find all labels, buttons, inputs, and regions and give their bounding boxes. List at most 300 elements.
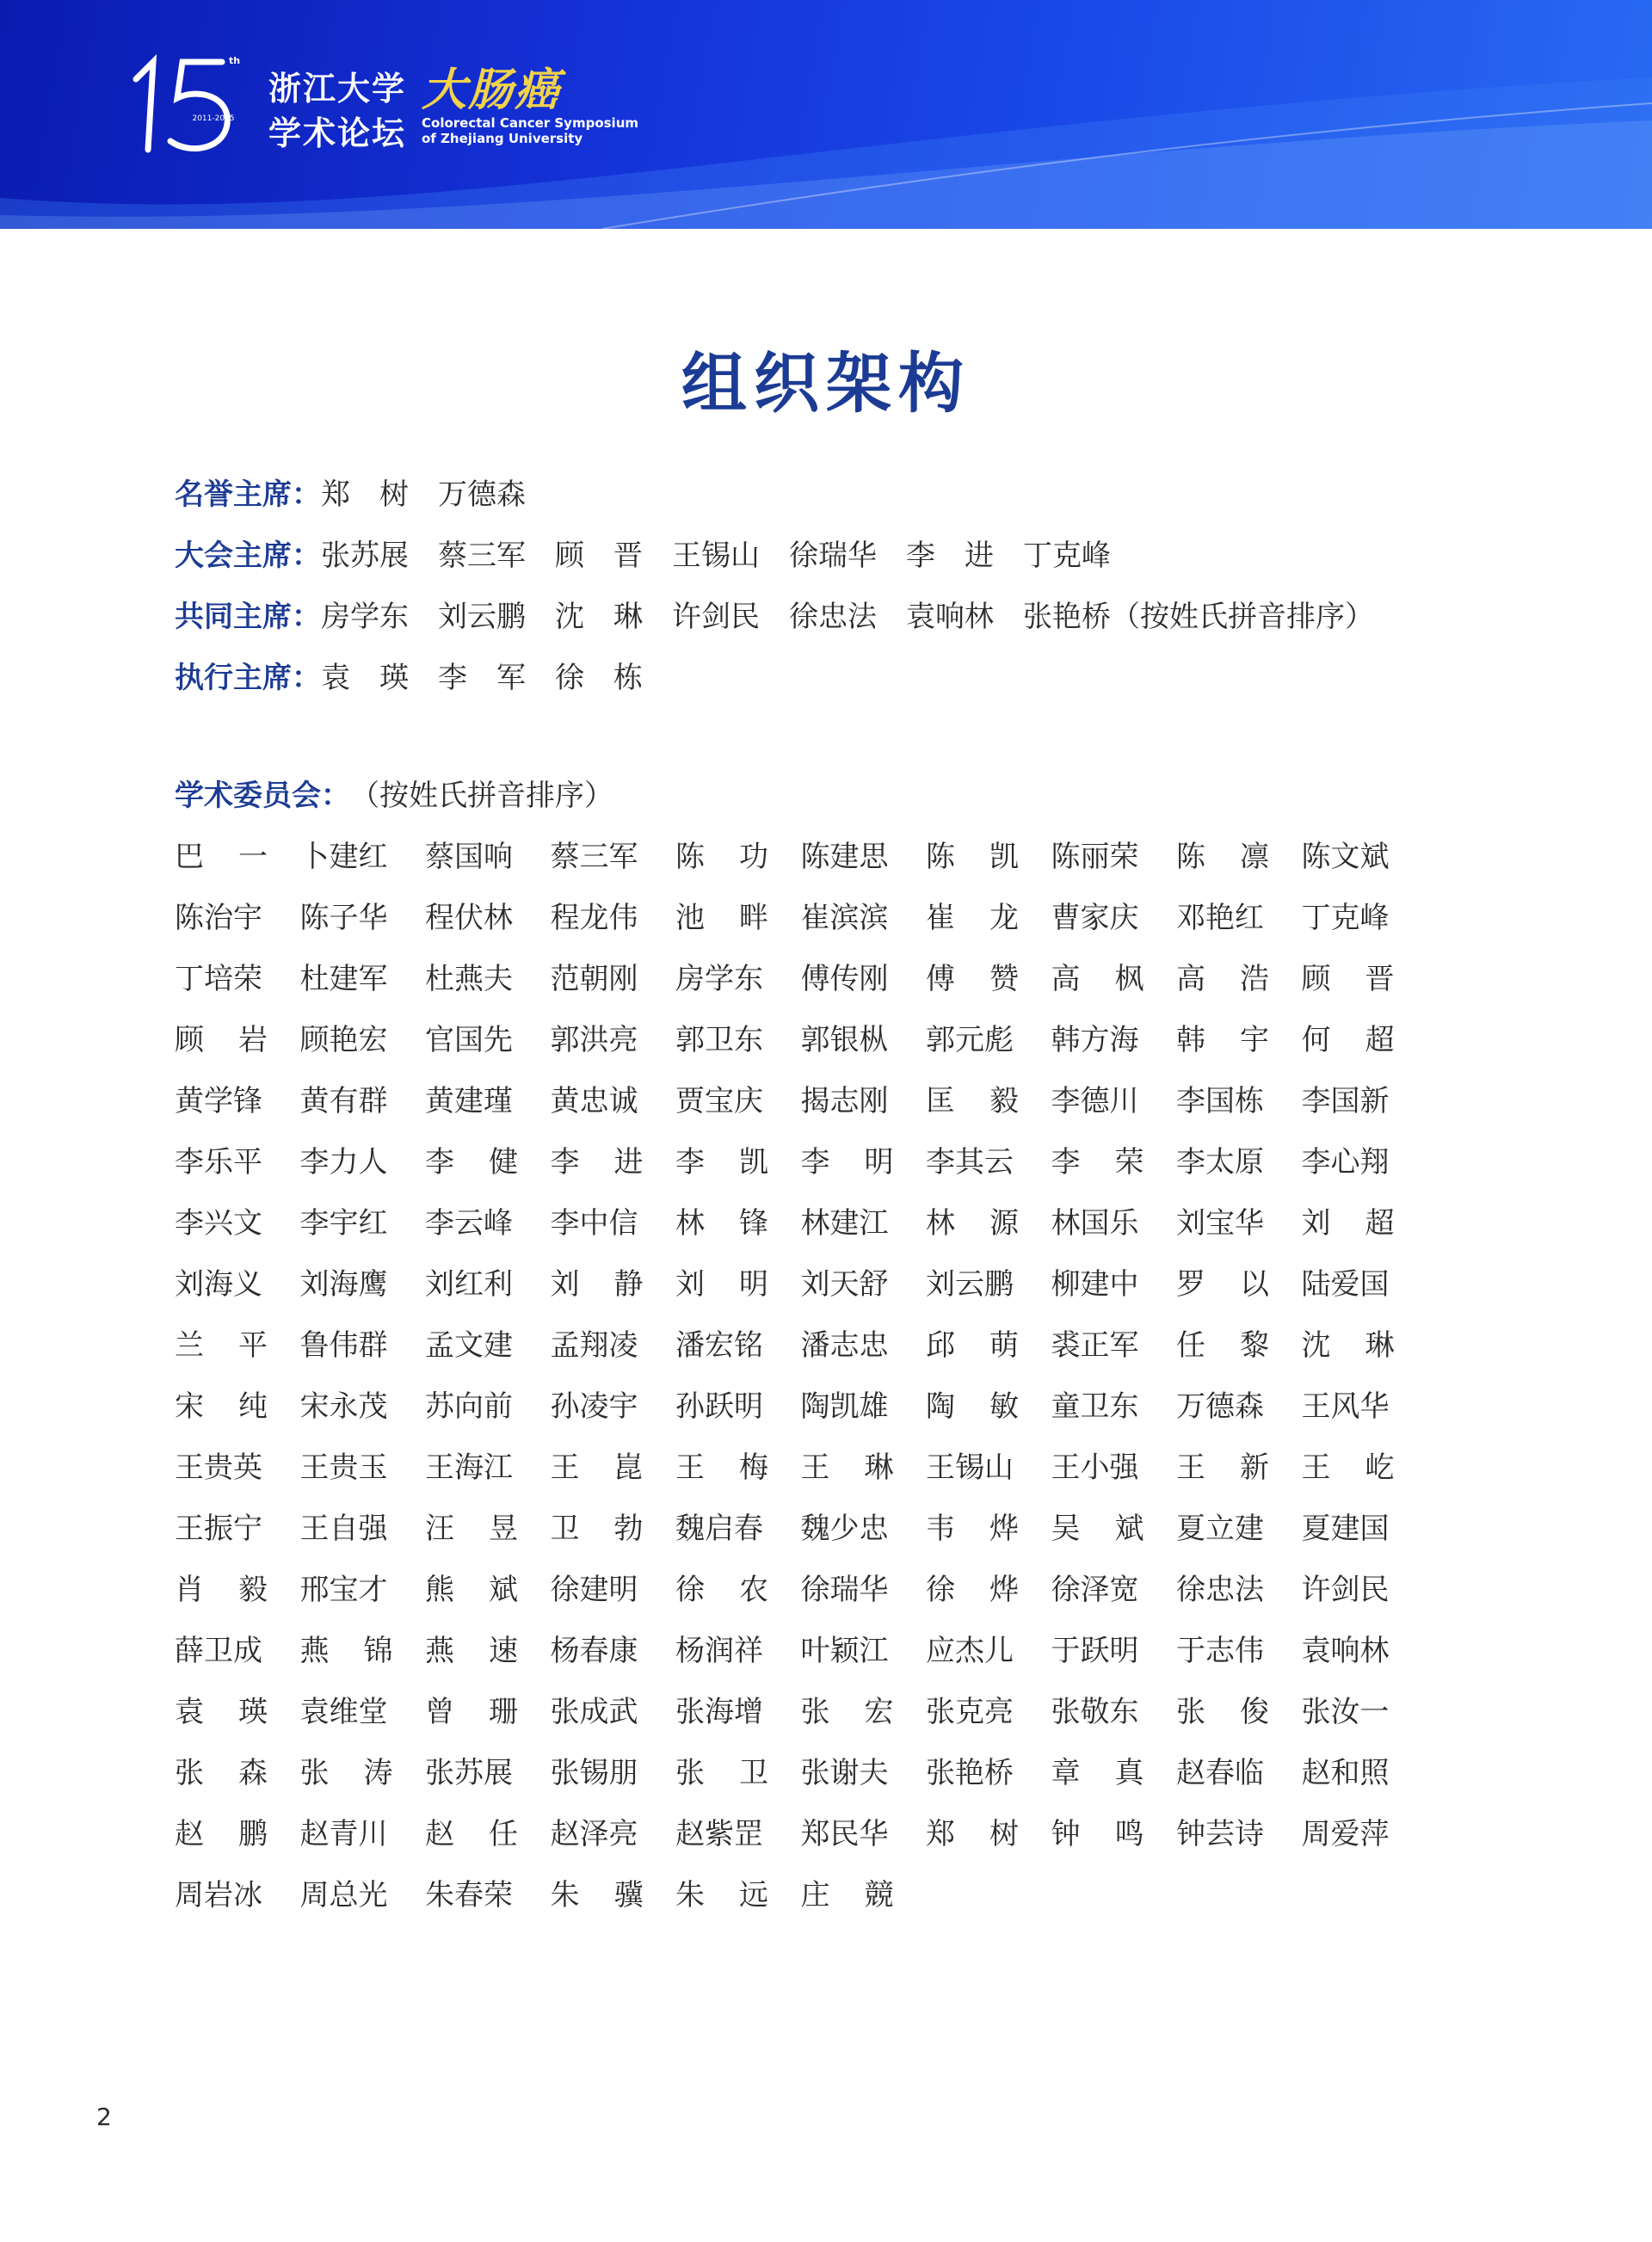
member-name-char: 陈 (675, 840, 705, 874)
committee-member (1176, 1312, 1269, 1373)
committee-member: 周岩冰 (175, 1878, 262, 1912)
member-name-char: 陈 (926, 840, 955, 874)
committee-member (926, 1495, 1019, 1556)
member-name-char: 崔 (926, 901, 955, 935)
member-name-char: 烨 (989, 1573, 1019, 1607)
member-name-char: 傅 (926, 962, 955, 996)
member-name-char: 静 (613, 1267, 644, 1302)
committee-member (425, 1129, 518, 1190)
committee-member: 周爱萍 (1301, 1817, 1390, 1851)
member-name-char: 功 (739, 840, 768, 874)
member-name-char: 张 (299, 1756, 330, 1790)
committee-member (675, 1740, 768, 1801)
committee-member: 揭志刚 (800, 1084, 889, 1118)
chair-names: 袁 瑛 李 军 徐 栋 (321, 661, 643, 695)
committee-member: 王自强 (299, 1512, 388, 1546)
logo-15-emblem (129, 53, 241, 157)
conference-chair-row (175, 522, 1551, 583)
committee-member: 卜建红 (299, 840, 388, 874)
committee-member: 李宇红 (299, 1206, 388, 1241)
member-name-char: 张 (175, 1756, 204, 1790)
member-name-char: 凯 (989, 840, 1019, 874)
chair-names: 房学东 刘云鹏 沈 琳 许剑民 徐忠法 袁响林 张艳桥（按姓氏拼音排序） (321, 600, 1374, 634)
committee-member: 夏建国 (1301, 1512, 1390, 1546)
committee-member: 刘宝华 (1176, 1206, 1264, 1241)
member-name-char: 宋 (175, 1389, 204, 1424)
committee-member: 袁响林 (1301, 1634, 1390, 1668)
member-name-char: 陶 (926, 1389, 955, 1424)
committee-member (1176, 823, 1269, 884)
committee-member (1051, 1129, 1144, 1190)
committee-member (1302, 945, 1395, 1007)
member-name-char: 高 (1176, 962, 1205, 996)
committee-member: 李力人 (299, 1145, 388, 1180)
member-name-char: 畔 (739, 901, 768, 935)
committee-member (175, 823, 268, 884)
header-banner (0, 0, 1652, 229)
committee-member: 周总光 (299, 1878, 388, 1912)
committee-member (675, 1129, 768, 1190)
committee-member: 孙凌宇 (550, 1389, 638, 1424)
committee-member (175, 1678, 268, 1740)
logo-english-line2: of Zhejiang University (422, 131, 583, 146)
committee-member (1302, 1190, 1395, 1251)
member-name-char: 何 (1301, 1023, 1331, 1057)
committee-member: 丁培荣 (175, 962, 262, 996)
committee-member: 赵春临 (1176, 1756, 1264, 1790)
member-name-char: 健 (489, 1145, 518, 1180)
committee-member: 陈文斌 (1301, 840, 1390, 874)
committee-member: 张成武 (550, 1695, 638, 1729)
member-name-char: 珊 (489, 1695, 518, 1729)
committee-member: 王振宁 (175, 1512, 262, 1546)
committee-member: 林国乐 (1051, 1206, 1139, 1241)
committee-member: 贾宝庆 (675, 1084, 763, 1118)
committee-member (551, 1434, 644, 1495)
committee-member: 张锡朋 (550, 1756, 638, 1790)
committee-member (551, 1251, 644, 1312)
co-chair-row (175, 583, 1551, 644)
committee-member: 郭银枞 (800, 1023, 889, 1057)
member-name-char: 森 (238, 1756, 268, 1790)
committee-member: 黄学锋 (175, 1084, 262, 1118)
chair-names: 郑 树 万德森 (321, 477, 526, 512)
committee-heading (175, 762, 613, 823)
committee-member: 徐建明 (550, 1573, 638, 1607)
member-name-char: 郑 (926, 1817, 955, 1851)
member-name-char: 刘 (550, 1267, 580, 1302)
member-name-char: 兰 (175, 1328, 204, 1363)
committee-member: 刘云鹏 (926, 1267, 1014, 1302)
member-name-char: 卫 (550, 1512, 580, 1546)
member-name-char: 赞 (989, 962, 1019, 996)
member-name-char: 凛 (1240, 840, 1269, 874)
committee-member (425, 1556, 518, 1617)
committee-member (1302, 1007, 1395, 1068)
committee-member (1051, 945, 1144, 1007)
member-name-char: 王 (1301, 1451, 1331, 1485)
committee-member: 张克亮 (926, 1695, 1014, 1729)
committee-member (551, 1495, 644, 1556)
member-name-char: 徐 (675, 1573, 705, 1607)
committee-member (926, 1190, 1019, 1251)
member-name-char: 王 (550, 1451, 580, 1485)
member-name-char: 章 (1051, 1756, 1081, 1790)
committee-member: 程伏林 (425, 901, 513, 935)
member-name-char: 超 (1365, 1023, 1395, 1057)
logo-english-subtitle (422, 115, 638, 146)
committee-member: 裘正军 (1051, 1328, 1139, 1363)
committee-member (675, 884, 768, 945)
committee-member: 夏立建 (1176, 1512, 1264, 1546)
committee-member-grid (175, 823, 1465, 1923)
member-name-char: 李 (675, 1145, 705, 1180)
member-name-char: 新 (1240, 1451, 1269, 1485)
committee-member: 赵泽亮 (550, 1817, 638, 1851)
committee-member: 范朝刚 (550, 962, 638, 996)
committee-member (300, 1740, 393, 1801)
committee-member: 朱春荣 (425, 1878, 513, 1912)
committee-member (425, 1678, 518, 1740)
member-name-char: 凯 (739, 1145, 768, 1180)
committee-member: 郭洪亮 (550, 1023, 638, 1057)
member-name-char: 明 (739, 1267, 768, 1302)
committee-member: 潘志忠 (800, 1328, 889, 1363)
member-name-char: 吴 (1051, 1512, 1081, 1546)
committee-member (425, 1617, 518, 1678)
logo-title-line2: 学术论坛 (268, 114, 407, 152)
member-name-char: 王 (800, 1451, 830, 1485)
member-name-char: 毅 (989, 1084, 1019, 1118)
committee-member: 陈治宇 (175, 901, 262, 935)
committee-member: 赵和照 (1301, 1756, 1390, 1790)
member-name-char: 屹 (1365, 1451, 1395, 1485)
committee-member: 李中信 (550, 1206, 638, 1241)
committee-member: 房学东 (675, 962, 763, 996)
committee-member (1176, 1678, 1269, 1740)
member-name-char: 王 (675, 1451, 705, 1485)
committee-member: 傅传刚 (800, 962, 889, 996)
chair-label: 共同主席： (175, 600, 321, 634)
member-name-char: 競 (864, 1878, 894, 1912)
committee-member: 叶颖江 (800, 1634, 889, 1668)
committee-member: 赵青川 (299, 1817, 388, 1851)
committee-member: 黄建瑾 (425, 1084, 513, 1118)
member-name-char: 斌 (1114, 1512, 1144, 1546)
member-name-char: 罗 (1176, 1267, 1205, 1302)
member-name-char: 晋 (1365, 962, 1395, 996)
committee-member (551, 1862, 644, 1923)
member-name-char: 汪 (425, 1512, 454, 1546)
member-name-char: 卫 (739, 1756, 768, 1790)
member-name-char: 徐 (926, 1573, 955, 1607)
committee-member: 邓艳红 (1176, 901, 1264, 935)
committee-member: 蔡三军 (550, 840, 638, 874)
member-name-char: 速 (489, 1634, 518, 1668)
committee-member: 郭元彪 (926, 1023, 1014, 1057)
committee-member: 徐忠法 (1176, 1573, 1264, 1607)
committee-member (300, 1617, 393, 1678)
committee-member: 徐瑞华 (800, 1573, 889, 1607)
member-name-char: 肖 (175, 1573, 204, 1607)
member-name-char: 平 (238, 1328, 268, 1363)
member-name-char: 琳 (864, 1451, 894, 1485)
committee-member: 丁克峰 (1301, 901, 1390, 935)
member-name-char: 朱 (675, 1878, 705, 1912)
committee-member (926, 823, 1019, 884)
committee-member (801, 1862, 894, 1923)
committee-member: 王锡山 (926, 1451, 1014, 1485)
member-name-char: 李 (1051, 1145, 1081, 1180)
committee-member (675, 1434, 768, 1495)
committee-member (926, 1312, 1019, 1373)
committee-member (175, 1801, 268, 1862)
member-name-char: 张 (800, 1695, 830, 1729)
member-name-char: 毅 (238, 1573, 268, 1607)
committee-member: 郭卫东 (675, 1023, 763, 1057)
committee-member (675, 823, 768, 884)
committee-member (675, 1556, 768, 1617)
member-name-char: 勃 (613, 1512, 644, 1546)
member-name-char: 王 (1176, 1451, 1205, 1485)
member-name-char: 以 (1240, 1267, 1269, 1302)
committee-member (926, 1373, 1019, 1434)
committee-label: 学术委员会： (175, 779, 350, 813)
committee-member: 程龙伟 (550, 901, 638, 935)
banner-wave-decoration (0, 0, 1652, 229)
page-number: 2 (96, 2103, 112, 2131)
committee-member: 陈丽荣 (1051, 840, 1139, 874)
member-name-char: 朱 (550, 1878, 580, 1912)
committee-member: 张艳桥 (926, 1756, 1014, 1790)
committee-member: 刘天舒 (800, 1267, 889, 1302)
committee-member: 潘宏铭 (675, 1328, 763, 1363)
member-name-char: 顾 (1301, 962, 1331, 996)
member-name-char: 崑 (613, 1451, 644, 1485)
honorary-chair-row (175, 461, 1551, 522)
committee-member (1176, 1251, 1269, 1312)
committee-member (926, 1068, 1019, 1129)
member-name-char: 真 (1114, 1756, 1144, 1790)
committee-member: 郑民华 (800, 1817, 889, 1851)
committee-member: 蔡国响 (425, 840, 513, 874)
committee-member: 王贵玉 (299, 1451, 388, 1485)
member-name-char: 熊 (425, 1573, 454, 1607)
committee-member: 陈建思 (800, 840, 889, 874)
committee-member: 张谢夫 (800, 1756, 889, 1790)
committee-member: 杜燕夫 (425, 962, 513, 996)
member-name-char: 张 (1176, 1695, 1205, 1729)
member-name-char: 韩 (1176, 1023, 1205, 1057)
member-name-char: 陈 (1176, 840, 1205, 874)
committee-member: 于跃明 (1051, 1634, 1139, 1668)
committee-member: 杨春康 (550, 1634, 638, 1668)
committee-member: 李德川 (1051, 1084, 1139, 1118)
member-name-char: 韦 (926, 1512, 955, 1546)
member-name-char: 钟 (1051, 1817, 1081, 1851)
committee-member: 王小强 (1051, 1451, 1139, 1485)
committee-member: 王贵英 (175, 1451, 262, 1485)
member-name-char: 烨 (989, 1512, 1019, 1546)
committee-member: 徐泽宽 (1051, 1573, 1139, 1607)
member-name-char: 浩 (1240, 962, 1269, 996)
committee-member: 李其云 (926, 1145, 1014, 1180)
committee-member (675, 1251, 768, 1312)
member-name-char: 刘 (675, 1267, 705, 1302)
committee-member: 宋永茂 (299, 1389, 388, 1424)
committee-member: 韩方海 (1051, 1023, 1139, 1057)
committee-member: 陈子华 (299, 901, 388, 935)
member-name-char: 农 (739, 1573, 768, 1607)
committee-member: 杨润祥 (675, 1634, 763, 1668)
committee-member (425, 1801, 518, 1862)
member-name-char: 斌 (489, 1573, 518, 1607)
member-name-char: 赵 (175, 1817, 204, 1851)
committee-note: （按姓氏拼音排序） (350, 779, 613, 813)
committee-member (175, 1556, 268, 1617)
member-name-char: 锋 (739, 1206, 768, 1241)
committee-member (801, 1434, 894, 1495)
committee-member: 张敬东 (1051, 1695, 1139, 1729)
committee-member: 杜建军 (299, 962, 388, 996)
member-name-char: 龙 (989, 901, 1019, 935)
committee-member: 邢宝才 (299, 1573, 388, 1607)
committee-member: 鲁伟群 (299, 1328, 388, 1363)
committee-member (926, 1801, 1019, 1862)
committee-member: 薛卫成 (175, 1634, 262, 1668)
member-name-char: 进 (613, 1145, 644, 1180)
committee-member (1176, 945, 1269, 1007)
member-name-char: 燕 (425, 1634, 454, 1668)
committee-member: 林建江 (800, 1206, 889, 1241)
committee-member: 李兴文 (175, 1206, 262, 1241)
committee-member: 赵紫罡 (675, 1817, 763, 1851)
member-name-char: 琳 (1365, 1328, 1395, 1363)
member-name-char: 树 (989, 1817, 1019, 1851)
committee-member: 钟芸诗 (1176, 1817, 1264, 1851)
committee-member (175, 1312, 268, 1373)
committee-member: 刘海鹰 (299, 1267, 388, 1302)
member-name-char: 沈 (1301, 1328, 1331, 1363)
committee-member: 于志伟 (1176, 1634, 1264, 1668)
logo-sup: th (229, 55, 241, 66)
committee-member: 应杰儿 (926, 1634, 1014, 1668)
committee-member (175, 1740, 268, 1801)
member-name-char: 庄 (800, 1878, 830, 1912)
page-title: 组织架构 (681, 345, 971, 422)
member-name-char: 明 (864, 1145, 894, 1180)
member-name-char: 刘 (1301, 1206, 1331, 1241)
committee-member: 李国栋 (1176, 1084, 1264, 1118)
committee-member (1176, 1434, 1269, 1495)
committee-member: 袁维堂 (299, 1695, 388, 1729)
executive-chair-row (175, 644, 1551, 705)
committee-member: 李云峰 (425, 1206, 513, 1241)
member-name-char: 梅 (739, 1451, 768, 1485)
member-name-char: 涛 (363, 1756, 393, 1790)
member-name-char: 宏 (864, 1695, 894, 1729)
committee-member: 顾艳宏 (299, 1023, 388, 1057)
member-name-char: 荣 (1114, 1145, 1144, 1180)
member-name-char: 宇 (1240, 1023, 1269, 1057)
committee-member: 官国先 (425, 1023, 513, 1057)
member-name-char: 萌 (989, 1328, 1019, 1363)
member-name-char: 林 (926, 1206, 955, 1241)
member-name-char: 昱 (489, 1512, 518, 1546)
member-name-char: 邱 (926, 1328, 955, 1363)
committee-member (1051, 1495, 1144, 1556)
committee-member: 张汝一 (1301, 1695, 1390, 1729)
committee-member (551, 1129, 644, 1190)
committee-member: 魏少忠 (800, 1512, 889, 1546)
committee-member: 张海增 (675, 1695, 763, 1729)
member-name-char: 张 (675, 1756, 705, 1790)
committee-member: 刘红利 (425, 1267, 513, 1302)
member-name-char: 纯 (238, 1389, 268, 1424)
committee-member: 王海江 (425, 1451, 513, 1485)
committee-member: 孟翔凌 (550, 1328, 638, 1363)
committee-member: 王风华 (1301, 1389, 1390, 1424)
logo-years: 2011-2025 (192, 114, 235, 123)
member-name-char: 曾 (425, 1695, 454, 1729)
committee-member (801, 1129, 894, 1190)
committee-member: 崔滨滨 (800, 901, 889, 935)
member-name-char: 鸣 (1114, 1817, 1144, 1851)
committee-member: 李乐平 (175, 1145, 262, 1180)
committee-member: 陆爱国 (1301, 1267, 1390, 1302)
committee-member (926, 884, 1019, 945)
committee-member (1051, 1801, 1144, 1862)
chair-label: 执行主席： (175, 661, 321, 695)
member-name-char: 燕 (299, 1634, 330, 1668)
committee-member: 魏启春 (675, 1512, 763, 1546)
committee-member (1302, 1312, 1395, 1373)
committee-member (926, 1556, 1019, 1617)
member-name-char: 池 (675, 901, 705, 935)
committee-member: 李国新 (1301, 1084, 1390, 1118)
committee-member (1051, 1740, 1144, 1801)
committee-member: 孟文建 (425, 1328, 513, 1363)
committee-member (1302, 1434, 1395, 1495)
member-name-char: 超 (1365, 1206, 1395, 1241)
member-name-char: 赵 (425, 1817, 454, 1851)
chair-label: 大会主席： (175, 539, 321, 573)
member-name-char: 高 (1051, 962, 1081, 996)
member-name-char: 林 (675, 1206, 705, 1241)
member-name-char: 李 (800, 1145, 830, 1180)
committee-member: 许剑民 (1301, 1573, 1390, 1607)
committee-member: 柳建中 (1051, 1267, 1139, 1302)
member-name-char: 匡 (926, 1084, 955, 1118)
member-name-char: 顾 (175, 1023, 204, 1057)
member-name-char: 袁 (175, 1695, 204, 1729)
committee-member (926, 945, 1019, 1007)
member-name-char: 锦 (363, 1634, 393, 1668)
committee-member: 童卫东 (1051, 1389, 1139, 1424)
committee-member: 黄有群 (299, 1084, 388, 1118)
member-name-char: 巴 (175, 840, 204, 874)
chair-names: 张苏展 蔡三军 顾 晋 王锡山 徐瑞华 李 进 丁克峰 (321, 539, 1111, 573)
member-name-char: 任 (1176, 1328, 1205, 1363)
committee-member (801, 1678, 894, 1740)
committee-member (675, 1862, 768, 1923)
member-name-char: 枫 (1114, 962, 1144, 996)
committee-member: 曹家庆 (1051, 901, 1139, 935)
member-name-char: 骥 (613, 1878, 644, 1912)
committee-member: 李心翔 (1301, 1145, 1390, 1180)
committee-member (175, 1373, 268, 1434)
committee-member: 刘海义 (175, 1267, 262, 1302)
